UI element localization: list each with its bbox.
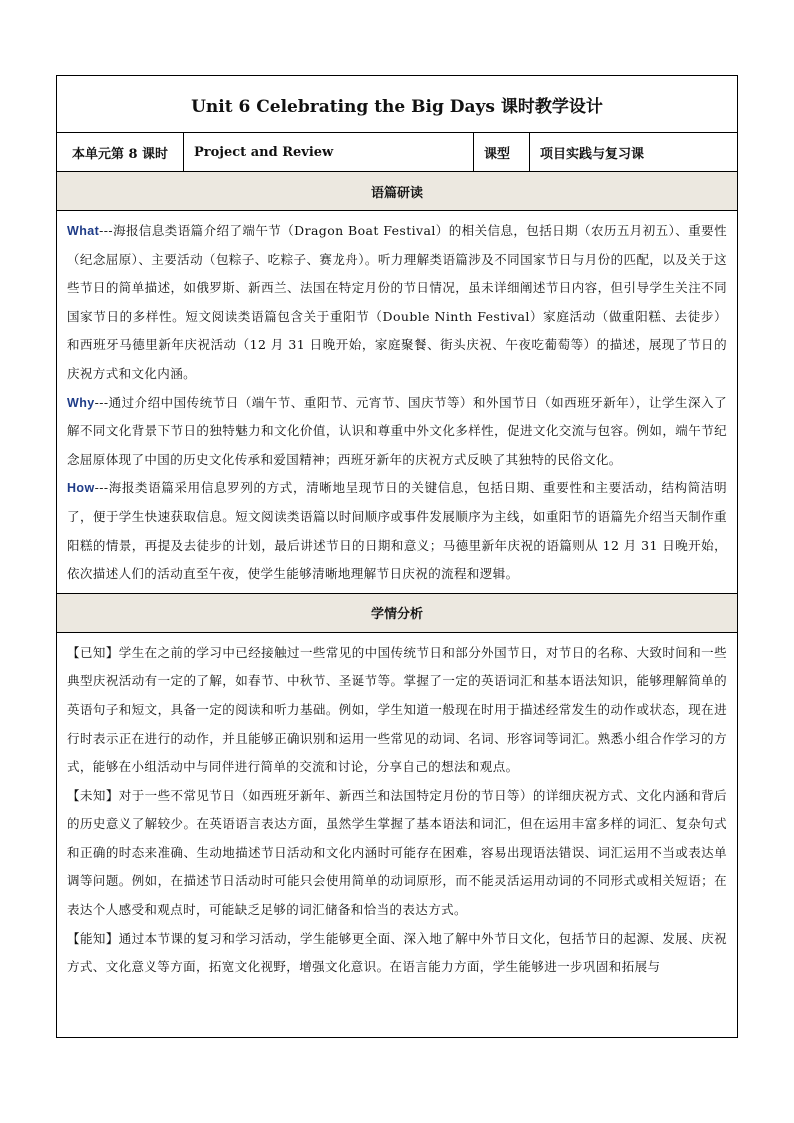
section-heading-learner-analysis: 学情分析 bbox=[57, 594, 737, 633]
lesson-number: 本单元第 8 课时 bbox=[57, 133, 184, 171]
known-tag: 【已知】 bbox=[67, 644, 119, 660]
lesson-type-label: 课型 bbox=[474, 133, 530, 171]
able-text: 通过本节课的复习和学习活动，学生能够更全面、深入地了解中外节日文化，包括节日的起源、发展、庆祝方式、文化意义等方面，拓宽文化视野，增强文化意识。在语言能力方面，学生能够进一步巩固和拓展与 bbox=[67, 930, 727, 975]
how-paragraph bbox=[67, 474, 727, 588]
known-text: 学生在之前的学习中已经接触过一些常见的中国传统节日和部分外国节日，对节日的名称、大致时间和一些典型庆祝活动有一定的了解，如春节、中秋节、圣诞节等。掌握了一定的英语词汇和基本语法知识，能够理解简单的英语句子和短文，具备一定的阅读和听力基础。例如，学生知道一般现在时用于描述经常发生的动作或状态，现在进行时表示正在进行的动作，并且能够正确识别和运用一些常见的动词、名词、形容词等词汇。熟悉小组合作学习的方式，能够在小组活动中与同伴进行简单的交流和讨论，分享自己的想法和观点。 bbox=[67, 644, 727, 775]
what-key: What bbox=[67, 224, 100, 238]
learner-analysis-body bbox=[57, 633, 737, 986]
lesson-info-row bbox=[57, 133, 737, 172]
what-text: ---海报信息类语篇介绍了端午节（Dragon Boat Festival）的相关信息，包括日期（农历五月初五）、重要性（纪念屈原）、主要活动（包粽子、吃粽子、赛龙舟）。听力理解类语篇涉及不同国家节日与月份的匹配，以及关于这些节日的简单描述，如俄罗斯、新西兰、法国在特定月份的节日情况，虽未详细阐述节日内容，但引导学生关注不同国家节日的多样性。短文阅读类语篇包含关于重阳节（Double Ninth Festival）家庭活动（做重阳糕、去徒步）和西班牙马德里新年庆祝活动（12 月 31 日晚开始，家庭聚餐、街头庆祝、午夜吃葡萄等）的描述，展现了节日的庆祝方式和文化内涵。 bbox=[67, 223, 727, 381]
why-key: Why bbox=[67, 395, 95, 410]
how-key: How bbox=[67, 481, 95, 496]
known-paragraph bbox=[67, 639, 727, 782]
text-study-body bbox=[57, 211, 737, 594]
unknown-text: 对于一些不常见节日（如西班牙新年、新西兰和法国特定月份的节日等）的详细庆祝方式、文化内涵和背后的历史意义了解较少。在英语语言表达方面，虽然学生掌握了基本语法和词汇，但在运用丰富多样的词汇、复杂句式和正确的时态来准确、生动地描述节日活动和文化内涵时可能存在困难，容易出现语法错误、词汇运用不当或表达单调等问题。例如，在描述节日活动时可能只会使用简单的动词原形，而不能灵活运用动词的不同形式或相关短语；在表达个人感受和观点时，可能缺乏足够的词汇储备和恰当的表达方式。 bbox=[67, 787, 727, 918]
lesson-topic: Project and Review bbox=[184, 133, 474, 171]
lesson-plan-table bbox=[56, 75, 738, 1038]
unknown-paragraph bbox=[67, 782, 727, 925]
how-text: ---海报类语篇采用信息罗列的方式，清晰地呈现节日的关键信息，包括日期、重要性和主要活动，结构简洁明了，便于学生快速获取信息。短文阅读类语篇以时间顺序或事件发展顺序为主线，如重阳节的语篇先介绍当天制作重阳糕的情景，再提及去徒步的计划，最后讲述节日的日期和意义；马德里新年庆祝的语篇则从 12 月 31 日晚开始，依次描述人们的活动直至午夜，使学生能够清晰地理解节日庆祝的流程和逻辑。 bbox=[67, 480, 727, 582]
why-text: ---通过介绍中国传统节日（端午节、重阳节、元宵节、国庆节等）和外国节日（如西班牙新年），让学生深入了解不同文化背景下节日的独特魅力和文化价值，认识和尊重中外文化多样性，促进文化交流与包容。例如，端午节纪念屈原体现了中国的历史文化传承和爱国精神；西班牙新年的庆祝方式反映了其独特的民俗文化。 bbox=[67, 394, 727, 467]
able-paragraph bbox=[67, 925, 727, 982]
unknown-tag: 【未知】 bbox=[67, 787, 119, 803]
document-title: Unit 6 Celebrating the Big Days 课时教学设计 bbox=[57, 76, 737, 133]
why-paragraph bbox=[67, 389, 727, 475]
lesson-type-value: 项目实践与复习课 bbox=[540, 146, 645, 162]
section-heading-text-study: 语篇研读 bbox=[57, 172, 737, 211]
able-tag: 【能知】 bbox=[67, 930, 119, 946]
what-paragraph bbox=[67, 217, 727, 389]
